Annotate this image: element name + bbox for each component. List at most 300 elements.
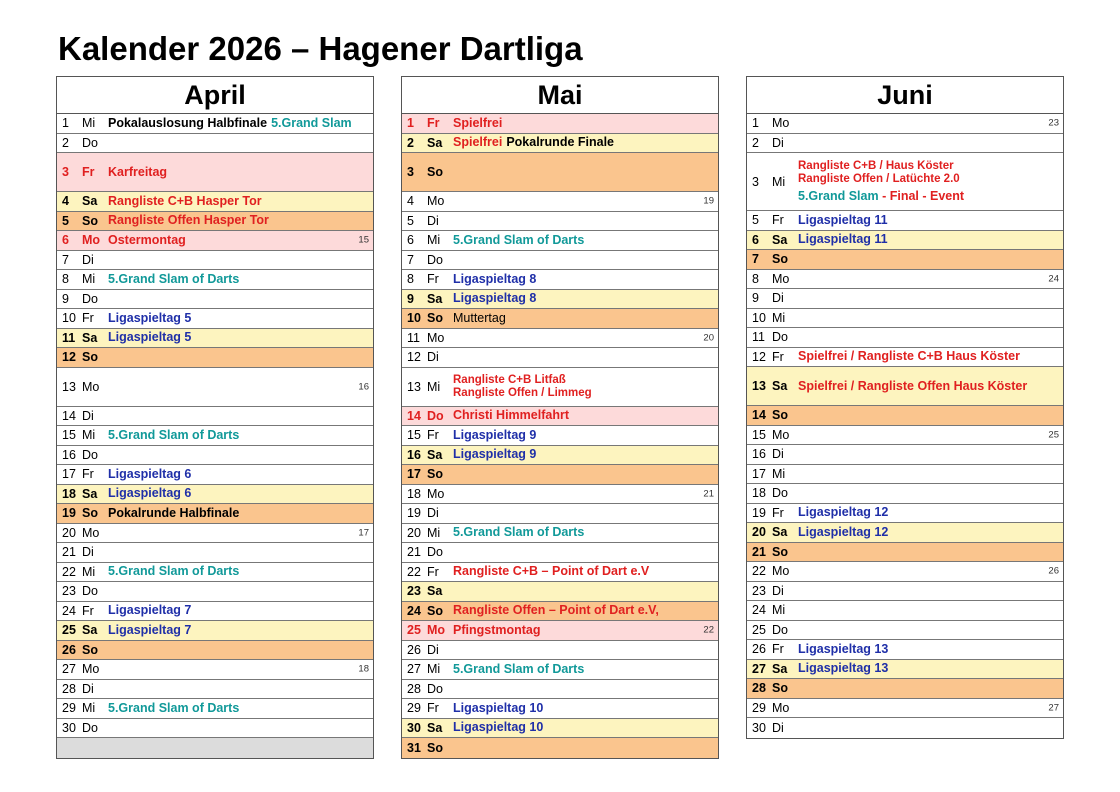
weekday: Fr (772, 213, 784, 228)
weekday: Mi (772, 466, 786, 481)
week-number: 24 (1048, 273, 1059, 285)
day-number: 4 (407, 194, 414, 209)
event-text: Ligaspieltag 9 (453, 447, 537, 462)
day-row (57, 231, 373, 251)
event-text: Ligaspieltag 5 (108, 310, 192, 325)
event-list (453, 526, 584, 539)
day-row (747, 699, 1063, 719)
weekday: Sa (82, 330, 98, 345)
event-text: Ligaspieltag 11 (798, 212, 888, 227)
event-list (108, 234, 186, 247)
day-number: 23 (752, 583, 766, 598)
month-april (56, 76, 374, 759)
day-number: 12 (62, 350, 76, 365)
event-list (108, 117, 352, 130)
day-row (747, 426, 1063, 446)
week-number: 27 (1048, 702, 1059, 714)
event-list (108, 429, 239, 442)
event-text: Rangliste C+B – Point of Dart e.V (453, 564, 650, 579)
day-number: 13 (752, 379, 766, 393)
week-number: 23 (1048, 117, 1059, 129)
day-row (402, 446, 718, 466)
weekday: Di (427, 350, 439, 365)
event-list (108, 507, 239, 520)
event-list (453, 429, 536, 442)
weekday: Fr (427, 272, 439, 287)
day-row (747, 250, 1063, 270)
weekday: Mo (82, 525, 100, 540)
day-row (402, 270, 718, 290)
day-number: 5 (752, 213, 759, 228)
weekday: Di (772, 135, 784, 150)
weekday: Mi (427, 662, 441, 677)
event-list (798, 233, 888, 246)
event-list (798, 526, 888, 539)
day-row (747, 153, 1063, 211)
day-number: 2 (62, 135, 69, 150)
event-text: Ligaspieltag 6 (108, 466, 192, 481)
weekday: Di (82, 545, 94, 560)
day-row (747, 679, 1063, 699)
weekday: Di (427, 642, 439, 657)
day-row (57, 426, 373, 446)
day-row (402, 543, 718, 563)
day-row (57, 602, 373, 622)
day-number: 21 (62, 545, 76, 560)
day-number: 30 (407, 720, 421, 735)
day-row (402, 251, 718, 271)
weekday: Mo (82, 379, 100, 394)
weekday: Mi (772, 603, 786, 618)
event-list (108, 195, 262, 208)
day-row (747, 465, 1063, 485)
event-list (798, 643, 888, 656)
event-text: Ligaspieltag 8 (453, 271, 537, 286)
weekday: Mi (82, 701, 96, 716)
weekday: Fr (427, 701, 439, 716)
day-number: 14 (62, 408, 76, 423)
event-text: Ligaspieltag 6 (108, 486, 192, 501)
event-list (108, 166, 167, 179)
day-row (57, 563, 373, 583)
day-number: 19 (407, 506, 421, 521)
day-number: 25 (752, 622, 766, 637)
day-row (57, 348, 373, 368)
week-number: 18 (358, 663, 369, 675)
month-header: Juni (747, 77, 1063, 114)
day-row (402, 485, 718, 505)
weekday: Fr (82, 467, 94, 482)
day-row (57, 270, 373, 290)
day-row (747, 621, 1063, 641)
day-number: 10 (752, 310, 766, 325)
day-number: 15 (752, 427, 766, 442)
event-text: Ligaspieltag 13 (798, 641, 889, 656)
weekday: Sa (82, 623, 98, 638)
event-text: 5.Grand Slam of Darts (453, 525, 585, 540)
day-row (747, 640, 1063, 660)
day-row (57, 446, 373, 466)
event-text: Spielfrei (453, 115, 503, 130)
event-list (798, 506, 888, 519)
day-number: 9 (407, 291, 414, 306)
day-list (402, 114, 718, 758)
day-number: 3 (752, 174, 759, 189)
event-text: 5.Grand Slam of Darts (453, 232, 585, 247)
event-text: Ligaspieltag 12 (798, 505, 889, 520)
day-number: 4 (62, 194, 69, 209)
day-number: 5 (62, 213, 69, 228)
day-row (57, 680, 373, 700)
weekday: So (772, 252, 788, 267)
day-row (57, 719, 373, 739)
day-number: 22 (752, 564, 766, 579)
day-list (57, 114, 373, 758)
day-row (402, 192, 718, 212)
event-list (798, 380, 1027, 393)
week-number: 16 (358, 381, 369, 392)
weekday: So (772, 544, 788, 559)
weekday: So (82, 213, 98, 228)
day-row (747, 134, 1063, 154)
day-row (402, 719, 718, 739)
event-text: Pokalrunde Finale (506, 135, 614, 150)
weekday: So (82, 350, 98, 365)
weekday: So (427, 467, 443, 482)
day-row (402, 407, 718, 427)
day-number: 26 (752, 642, 766, 657)
day-row (747, 270, 1063, 290)
weekday: Do (82, 720, 98, 735)
day-row (402, 231, 718, 251)
event-text: Ligaspieltag 11 (798, 232, 888, 247)
event-list (453, 136, 614, 149)
weekday: Fr (772, 642, 784, 657)
event-list (798, 214, 888, 227)
day-number: 21 (407, 545, 421, 560)
weekday: Fr (427, 564, 439, 579)
day-row (57, 153, 373, 192)
event-text: 5.Grand Slam of Darts (108, 700, 240, 715)
day-number: 1 (407, 116, 414, 131)
weekday: Di (772, 447, 784, 462)
weekday: Do (427, 252, 443, 267)
event-list (108, 312, 191, 325)
day-list (747, 114, 1063, 738)
event-text: Spielfrei / Rangliste Offen Haus Köster (798, 378, 1028, 393)
day-number: 17 (407, 467, 421, 482)
event-text: Ligaspieltag 8 (453, 291, 537, 306)
day-row (747, 328, 1063, 348)
day-number: 13 (407, 379, 421, 394)
weekday: So (427, 603, 443, 618)
day-number: 22 (407, 564, 421, 579)
weekday: Di (427, 213, 439, 228)
event-list (453, 234, 584, 247)
day-number: 23 (62, 584, 76, 599)
day-number: 6 (62, 233, 69, 248)
weekday: Mi (82, 116, 96, 131)
weekday: Sa (772, 379, 788, 393)
weekday: Mo (427, 330, 445, 345)
day-row (57, 114, 373, 134)
day-number: 19 (752, 505, 766, 520)
month-mai (401, 76, 719, 759)
week-number: 20 (703, 332, 714, 344)
day-number: 21 (752, 544, 766, 559)
weekday: Mi (772, 310, 786, 325)
event-list (108, 468, 191, 481)
day-number: 24 (752, 603, 766, 618)
event-list (108, 624, 191, 637)
weekday: Do (82, 135, 98, 150)
weekday: Fr (772, 349, 784, 364)
day-number: 23 (407, 584, 421, 599)
day-row (747, 289, 1063, 309)
day-number: 28 (62, 681, 76, 696)
day-row (402, 602, 718, 622)
weekday: Do (82, 584, 98, 599)
day-number: 30 (62, 720, 76, 735)
month-header: Mai (402, 77, 718, 114)
day-number: 16 (752, 447, 766, 462)
day-number: 1 (62, 116, 69, 131)
weekday: Di (82, 252, 94, 267)
day-row (747, 231, 1063, 251)
weekday: Sa (772, 525, 788, 540)
day-number: 12 (407, 350, 421, 365)
event-text: 5.Grand Slam of Darts (453, 661, 585, 676)
weekday: So (427, 165, 443, 179)
day-row (57, 212, 373, 232)
day-row (747, 660, 1063, 680)
day-row (747, 484, 1063, 504)
weekday: Fr (82, 165, 95, 179)
day-row (402, 660, 718, 680)
weekday: So (427, 740, 443, 755)
day-row (402, 641, 718, 661)
day-number: 7 (407, 252, 414, 267)
day-number: 8 (752, 271, 759, 286)
day-number: 24 (407, 603, 421, 618)
event-list (798, 662, 888, 675)
day-number: 16 (407, 447, 421, 462)
day-number: 16 (62, 447, 76, 462)
event-list (453, 312, 506, 325)
week-number: 21 (703, 488, 714, 500)
weekday: Di (427, 506, 439, 521)
day-row (57, 485, 373, 505)
event-text: Pokalrunde Halbfinale (108, 505, 240, 520)
day-number: 14 (407, 408, 421, 423)
day-number: 30 (752, 720, 766, 735)
weekday: Mo (772, 427, 790, 442)
page-title: Kalender 2026 – Hagener Dartliga (58, 30, 583, 67)
day-row (402, 621, 718, 641)
day-row (402, 212, 718, 232)
weekday: Mo (427, 623, 446, 638)
weekday: Mi (82, 564, 96, 579)
weekday: Do (427, 545, 443, 560)
event-text: Rangliste Offen Hasper Tor (108, 213, 269, 228)
day-number: 26 (407, 642, 421, 657)
day-row (402, 738, 718, 758)
day-row (747, 543, 1063, 563)
weekday: Sa (82, 486, 98, 501)
weekday: Sa (427, 291, 443, 306)
event-text: Karfreitag (108, 164, 168, 179)
event-text: Ligaspieltag 7 (108, 603, 192, 618)
day-row (747, 211, 1063, 231)
weekday: Mi (772, 174, 786, 189)
day-number: 9 (62, 291, 69, 306)
weekday: Mi (82, 428, 96, 443)
day-row (402, 680, 718, 700)
event-text: Ligaspieltag 9 (453, 427, 537, 442)
day-row (57, 465, 373, 485)
weekday: Fr (427, 116, 440, 131)
day-number: 18 (407, 486, 421, 501)
weekday: Mo (427, 194, 445, 209)
day-number: 12 (752, 349, 766, 364)
day-number: 7 (752, 252, 759, 267)
day-row (402, 153, 718, 192)
month-juni (746, 76, 1064, 739)
event-list (108, 331, 191, 344)
weekday: Fr (82, 311, 94, 326)
event-text: Ligaspieltag 7 (108, 622, 192, 637)
event-list (798, 350, 1020, 363)
day-row (57, 660, 373, 680)
week-number: 19 (703, 195, 714, 207)
day-number: 10 (407, 311, 421, 326)
day-number: 29 (62, 701, 76, 716)
day-number: 31 (407, 740, 421, 755)
event-text: Rangliste Offen – Point of Dart e.V, (453, 603, 659, 618)
event-text: 5.Grand Slam (798, 189, 879, 203)
day-number: 29 (407, 701, 421, 716)
day-number: 27 (752, 661, 766, 676)
event-list (453, 663, 584, 676)
event-list (108, 214, 269, 227)
event-list (108, 565, 239, 578)
month-header: April (57, 77, 373, 114)
event-text: Pokalauslosung Halbfinale (108, 115, 268, 130)
day-row (57, 641, 373, 661)
weekday: So (82, 642, 98, 657)
day-number: 28 (752, 681, 766, 696)
event-text: 5.Grand Slam of Darts (108, 427, 240, 442)
day-row (57, 329, 373, 349)
event-text: 5.Grand Slam of Darts (108, 564, 240, 579)
week-number: 17 (358, 527, 369, 539)
weekday: Do (772, 486, 788, 501)
day-row (57, 621, 373, 641)
day-number: 2 (407, 135, 414, 150)
event-text: Ostermontag (108, 232, 186, 247)
event-text: 5.Grand Slam of Darts (108, 271, 240, 286)
day-row (57, 582, 373, 602)
day-number: 24 (62, 603, 76, 618)
weekday: Di (82, 408, 94, 423)
day-row (57, 543, 373, 563)
day-number: 27 (407, 662, 421, 677)
day-row (402, 582, 718, 602)
day-number: 15 (407, 428, 421, 443)
event-list (108, 487, 191, 500)
day-number: 11 (752, 330, 765, 345)
day-row (57, 699, 373, 719)
event-list (453, 624, 541, 637)
event-list (453, 721, 543, 734)
event-text: Rangliste Offen / Latüchte 2.0 (798, 173, 960, 185)
day-row (57, 504, 373, 524)
day-row (747, 406, 1063, 426)
day-row (402, 504, 718, 524)
day-number: 8 (62, 272, 69, 287)
day-row (747, 348, 1063, 368)
day-number: 17 (62, 467, 76, 482)
day-row (57, 290, 373, 310)
event-list (453, 374, 592, 400)
event-text: Ligaspieltag 12 (798, 524, 889, 539)
weekday: Sa (772, 661, 788, 676)
week-number: 22 (703, 624, 714, 636)
day-row (402, 524, 718, 544)
day-row (57, 738, 373, 758)
day-row (402, 563, 718, 583)
day-row (747, 582, 1063, 602)
day-row (57, 309, 373, 329)
event-text: Spielfrei (453, 135, 503, 150)
event-list (453, 273, 536, 286)
day-number: 13 (62, 379, 76, 394)
event-text: Pfingstmontag (453, 622, 541, 637)
weekday: Mi (427, 525, 441, 540)
day-number: 6 (752, 232, 759, 247)
day-number: 18 (752, 486, 766, 501)
event-text: Christi Himmelfahrt (453, 408, 569, 423)
day-number: 6 (407, 233, 414, 248)
event-text: Ligaspieltag 5 (108, 330, 192, 345)
weekday: Sa (427, 584, 443, 599)
weekday: Fr (427, 428, 439, 443)
day-number: 20 (407, 525, 421, 540)
day-row (57, 192, 373, 212)
day-number: 3 (407, 165, 414, 179)
weekday: Sa (427, 447, 443, 462)
weekday: Di (772, 583, 784, 598)
event-list (108, 604, 191, 617)
day-row (402, 290, 718, 310)
event-text: Rangliste C+B Hasper Tor (108, 193, 262, 208)
weekday: Mi (427, 233, 441, 248)
day-number: 1 (752, 116, 759, 131)
weekday: Sa (427, 720, 443, 735)
event-list (453, 702, 543, 715)
day-row (402, 699, 718, 719)
event-list (108, 273, 239, 286)
weekday: Mo (82, 233, 101, 248)
week-number: 25 (1048, 429, 1059, 441)
weekday: Di (772, 291, 784, 306)
day-row (747, 114, 1063, 134)
week-number: 15 (358, 234, 369, 246)
day-number: 27 (62, 662, 76, 677)
day-row (402, 426, 718, 446)
day-number: 3 (62, 165, 69, 179)
day-row (747, 367, 1063, 406)
